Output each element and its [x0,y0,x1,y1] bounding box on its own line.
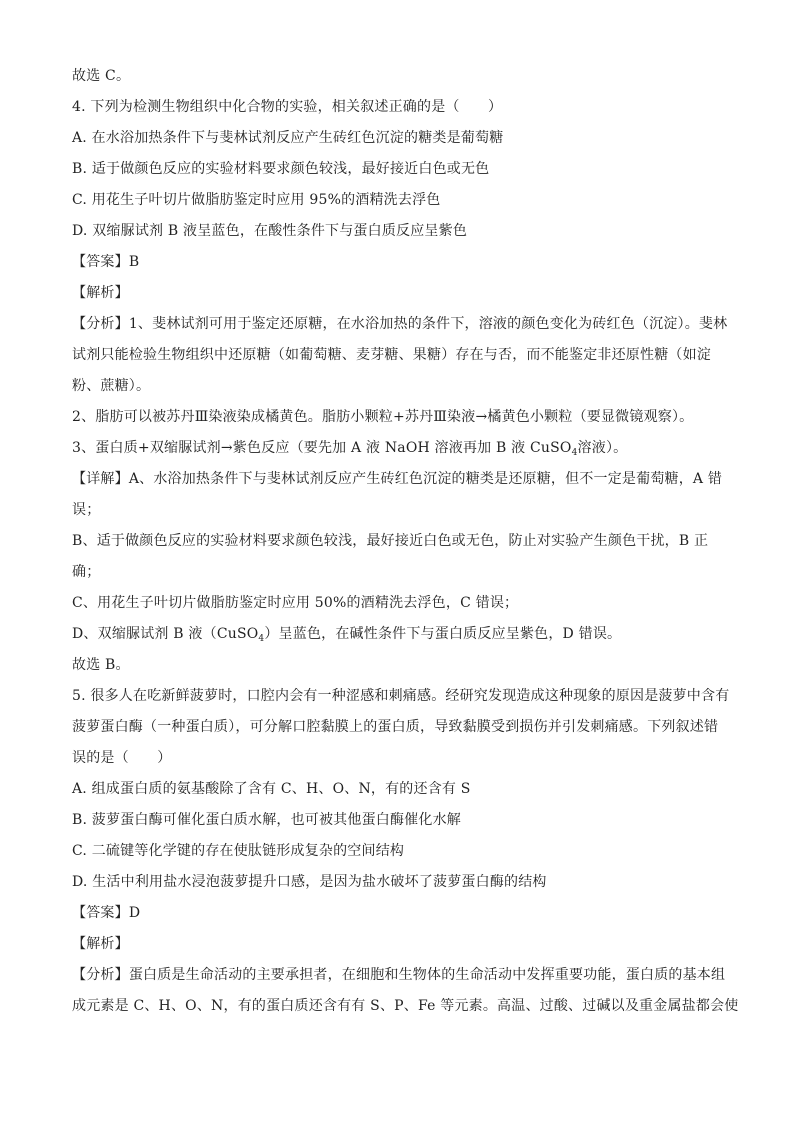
fenxi-text: 1、斐林试剂可用于鉴定还原糖，在水浴加热的条件下，溶液的颜色变化为砖红色（沉淀）。斐林 [128,316,728,332]
q3-conclusion: 故选 C。 [72,68,131,84]
fenxi-tag: 【分析】 [72,316,129,332]
d-line-pre: D、双缩脲试剂 B 液（CuSO [72,626,259,642]
q4-analysis-tag: 【解析】 [72,285,129,301]
fenxi-text: 蛋白质是生命活动的主要承担者，在细胞和生物体的生命活动中发挥重要功能，蛋白质的基本组 [128,967,726,983]
q4-conclusion: 故选 B。 [72,657,130,673]
q4-option-a: A. 在水浴加热条件下与斐林试剂反应产生砖红色沉淀的糖类是葡萄糖 [72,130,504,146]
q4-xiangjie-line-1 [72,469,722,489]
xiangjie-tag: 【详解】 [72,471,129,487]
q4-fenxi-line-2: 试剂只能检验生物组织中还原糖（如葡萄糖、麦芽糖、果糖）存在与否，而不能鉴定非还原性糖（如淀 [72,347,711,363]
d-line-post: ）呈蓝色，在碱性条件下与蛋白质反应呈紫色，D 错误。 [264,626,622,642]
q5-stem-line-3: 误的是（ ） [72,750,172,766]
q5-analysis-tag: 【解析】 [72,936,129,952]
q5-option-a: A. 组成蛋白质的氨基酸除了含有 C、H、O、N，有的还含有 S [72,781,471,797]
q5-stem-line-1: 5. 很多人在吃新鲜菠萝时，口腔内会有一种涩感和刺痛感。经研究发现造成这种现象的原因是菠萝中含有 [72,688,730,704]
q4-xiangjie-line-6 [72,624,621,644]
fenxi-line5-sub: 4 [571,448,578,458]
q5-option-d: D. 生活中利用盐水浸泡菠萝提升口感，是因为盐水破坏了菠萝蛋白酶的结构 [72,874,547,890]
q4-fenxi-line-5 [72,438,627,458]
fenxi-line5-post: 溶液）。 [577,440,628,456]
q4-option-b: B. 适于做颜色反应的实验材料要求颜色较浅，最好接近白色或无色 [72,161,490,177]
answer-tag: 【答案】 [72,905,129,921]
q4-xiangjie-line-5: C、用花生子叶切片做脂肪鉴定时应用 50%的酒精洗去浮色，C 错误； [72,595,519,611]
answer-value: D [128,905,141,921]
q5-fenxi-line-1 [72,965,725,985]
q5-answer [72,903,140,923]
q4-answer [72,252,139,272]
q5-option-c: C. 二硫键等化学键的存在使肽链形成复杂的空间结构 [72,843,405,859]
q4-xiangjie-line-2: 误； [72,502,101,518]
q4-fenxi-line-4: 2、脂肪可以被苏丹Ⅲ染液染成橘黄色。脂肪小颗粒+苏丹Ⅲ染液→橘黄色小颗粒（要显微镜观察）。 [72,409,694,425]
q5-option-b: B. 菠萝蛋白酶可催化蛋白质水解，也可被其他蛋白酶催化水解 [72,812,461,828]
d-line-sub: 4 [258,634,265,644]
q4-option-c: C. 用花生子叶切片做脂肪鉴定时应用 95%的酒精洗去浮色 [72,192,441,208]
q4-option-d: D. 双缩脲试剂 B 液呈蓝色，在酸性条件下与蛋白质反应呈紫色 [72,223,468,239]
q4-xiangjie-line-3: B、适于做颜色反应的实验材料要求颜色较浅，最好接近白色或无色，防止对实验产生颜色干扰，B 正 [72,533,709,549]
q4-fenxi-line-3: 粉、蔗糖）。 [72,378,151,394]
answer-value: B [128,254,140,270]
q4-stem: 4. 下列为检测生物组织中化合物的实验，相关叙述正确的是（ ） [72,99,503,115]
q4-xiangjie-line-4: 确； [72,564,101,580]
q4-fenxi-line-1 [72,314,727,334]
answer-tag: 【答案】 [72,254,129,270]
fenxi-line5-pre: 3、蛋白质+双缩脲试剂→紫色反应（要先加 A 液 NaOH 溶液再加 B 液 CuSO [72,440,572,456]
q5-stem-line-2: 菠萝蛋白酶（一种蛋白质），可分解口腔黏膜上的蛋白质，导致黏膜受到损伤并引发刺痛感。下列叙述错 [72,719,719,735]
q5-fenxi-line-2: 成元素是 C、H、O、N，有的蛋白质还含有有 S、P、Fe 等元素。高温、过酸、过碱以及重金属盐都会使 [72,998,739,1014]
xiangjie-text: A、水浴加热条件下与斐林试剂反应产生砖红色沉淀的糖类是还原糖，但不一定是葡萄糖，A 错 [128,471,723,487]
fenxi-tag: 【分析】 [72,967,129,983]
